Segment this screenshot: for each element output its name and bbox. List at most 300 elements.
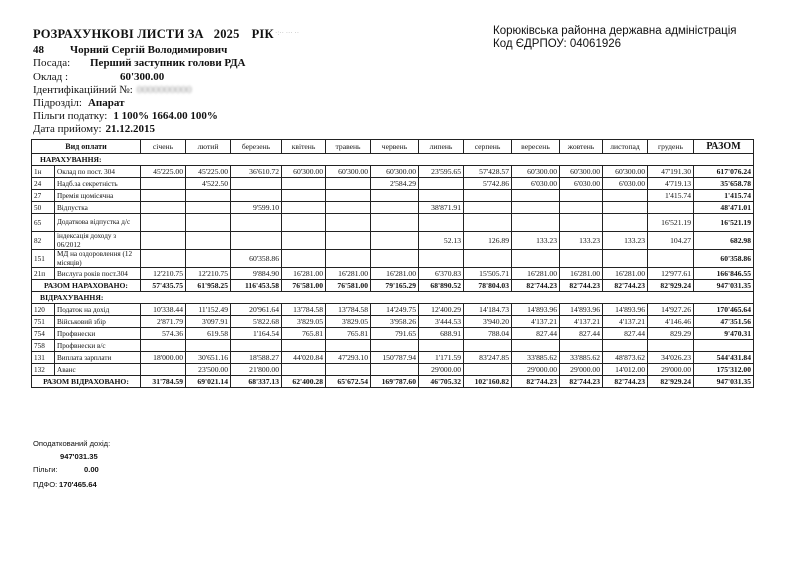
department-line: [33, 97, 124, 109]
table-cell: [282, 232, 326, 250]
table-cell: 60'300.00: [371, 166, 419, 178]
table-cell: [419, 250, 464, 268]
deduction-row: [32, 364, 754, 376]
total-cell: 62'400.28: [282, 376, 326, 388]
table-cell: 16'281.00: [603, 268, 648, 280]
row-name: Оклад по пост. 304: [55, 166, 141, 178]
month-header: серпень: [464, 140, 512, 154]
table-cell: 133.23: [603, 232, 648, 250]
table-cell: [512, 250, 560, 268]
hire-date-line: [33, 123, 155, 135]
table-cell: 12'400.29: [419, 304, 464, 316]
row-code: 151: [32, 250, 55, 268]
position-value: Перший заступник голови РДА: [90, 57, 246, 69]
table-cell: 827.44: [512, 328, 560, 340]
total-cell: 76'581.00: [326, 280, 371, 292]
deduction-section-label: ВІДРАХУВАННЯ:: [32, 292, 754, 304]
table-cell: 29'000.00: [512, 364, 560, 376]
row-code: 27: [32, 190, 55, 202]
table-cell: [603, 202, 648, 214]
deduction-section: [32, 292, 754, 304]
table-cell: [464, 340, 512, 352]
total-cell: 65'672.54: [326, 376, 371, 388]
table-cell: 16'281.00: [282, 268, 326, 280]
table-cell: 765.81: [282, 328, 326, 340]
table-cell: [186, 202, 231, 214]
table-cell: 6'030.00: [603, 178, 648, 190]
hire-date-value: 21.12.2015: [105, 123, 155, 135]
row-name: Виплата зарплати: [55, 352, 141, 364]
table-cell: 1'164.54: [231, 328, 282, 340]
total-cell: 116'453.58: [231, 280, 282, 292]
table-cell: 14'249.75: [371, 304, 419, 316]
table-cell: 44'020.84: [282, 352, 326, 364]
table-cell: [648, 202, 694, 214]
grand-total: 947'031.35: [694, 280, 754, 292]
table-cell: 2'871.79: [141, 316, 186, 328]
table-cell: [464, 250, 512, 268]
table-cell: 4'146.46: [648, 316, 694, 328]
table-cell: [282, 178, 326, 190]
deduction-row: [32, 316, 754, 328]
month-header: квітень: [282, 140, 326, 154]
row-code: 758: [32, 340, 55, 352]
table-cell: [512, 340, 560, 352]
table-cell: 12'210.75: [186, 268, 231, 280]
table-cell: 14'893.96: [512, 304, 560, 316]
table-cell: 3'097.91: [186, 316, 231, 328]
table-cell: 1'171.59: [419, 352, 464, 364]
table-cell: 29'000.00: [648, 364, 694, 376]
pdfo-label: ПДФО:: [33, 480, 58, 489]
row-code: 751: [32, 316, 55, 328]
table-cell: 30'651.16: [186, 352, 231, 364]
department-label: Підрозділ:: [33, 97, 82, 109]
table-cell: [371, 250, 419, 268]
row-total: 35'658.78: [694, 178, 754, 190]
table-cell: 36'610.72: [231, 166, 282, 178]
payroll-table: [31, 139, 754, 388]
row-total: 60'358.86: [694, 250, 754, 268]
table-cell: [371, 340, 419, 352]
department-value: Апарат: [87, 97, 125, 109]
row-code: 754: [32, 328, 55, 340]
table-cell: 18'000.00: [141, 352, 186, 364]
organization-name: Корюківська районна державна адміністрація: [493, 25, 737, 37]
row-total: 166'846.55: [694, 268, 754, 280]
id-line: [33, 84, 192, 96]
row-total: 9'470.31: [694, 328, 754, 340]
total-cell: 31'784.59: [141, 376, 186, 388]
table-cell: 14'893.96: [560, 304, 603, 316]
table-cell: 788.04: [464, 328, 512, 340]
organization-block: [493, 25, 737, 51]
deduction-row: [32, 304, 754, 316]
table-cell: 60'300.00: [560, 166, 603, 178]
accrual-row: [32, 190, 754, 202]
total-cell: 46'705.32: [419, 376, 464, 388]
table-cell: [419, 340, 464, 352]
table-cell: 827.44: [603, 328, 648, 340]
table-cell: [512, 190, 560, 202]
table-body: [32, 154, 754, 388]
table-cell: [141, 202, 186, 214]
accrual-row: [32, 166, 754, 178]
table-cell: [371, 232, 419, 250]
table-cell: 14'012.00: [603, 364, 648, 376]
month-header: вересень: [512, 140, 560, 154]
position-label: Посада:: [33, 57, 71, 69]
table-cell: [371, 364, 419, 376]
table-cell: 4'522.50: [186, 178, 231, 190]
table-cell: [512, 214, 560, 232]
table-cell: [282, 190, 326, 202]
table-cell: [603, 340, 648, 352]
table-cell: [141, 190, 186, 202]
table-cell: [186, 214, 231, 232]
title-year-label: РІК: [251, 27, 274, 41]
month-header: жовтень: [560, 140, 603, 154]
table-cell: 60'358.86: [231, 250, 282, 268]
table-cell: [464, 364, 512, 376]
total-cell: 169'787.60: [371, 376, 419, 388]
row-code: 120: [32, 304, 55, 316]
kind-header: Вид оплати: [32, 140, 141, 154]
salary-label: Оклад :: [33, 71, 69, 83]
table-cell: 3'958.26: [371, 316, 419, 328]
table-cell: [231, 178, 282, 190]
title-text: РОЗРАХУНКОВІ ЛИСТИ ЗА: [33, 27, 204, 41]
row-name: Профвнески в/с: [55, 340, 141, 352]
total-cell: 82'929.24: [648, 280, 694, 292]
deduction-row: [32, 340, 754, 352]
table-cell: 52.13: [419, 232, 464, 250]
table-cell: 14'927.26: [648, 304, 694, 316]
taxable-income-label: Оподаткований дохід:: [33, 439, 111, 448]
table-header-row: [32, 140, 754, 154]
table-cell: 47'293.10: [326, 352, 371, 364]
id-value-redacted: 0000000000: [136, 84, 192, 96]
table-cell: [141, 364, 186, 376]
table-cell: [282, 202, 326, 214]
total-cell: 82'744.23: [560, 376, 603, 388]
salary-value: 60'300.00: [120, 71, 165, 83]
table-cell: [186, 250, 231, 268]
month-header: березень: [231, 140, 282, 154]
table-cell: 16'281.00: [560, 268, 603, 280]
table-cell: 33'885.62: [560, 352, 603, 364]
tab-number: 48: [33, 44, 44, 56]
table-cell: 57'428.57: [464, 166, 512, 178]
row-code: 1н: [32, 166, 55, 178]
table-cell: [603, 190, 648, 202]
position-line: [33, 57, 246, 69]
hire-date-label: Дата прийому:: [33, 123, 102, 135]
table-cell: 14'184.73: [464, 304, 512, 316]
table-cell: 574.36: [141, 328, 186, 340]
table-cell: 12'210.75: [141, 268, 186, 280]
table-cell: 23'595.65: [419, 166, 464, 178]
table-cell: 9'884.90: [231, 268, 282, 280]
table-cell: 18'588.27: [231, 352, 282, 364]
table-cell: [282, 214, 326, 232]
table-cell: 4'719.13: [648, 178, 694, 190]
row-name: Надб.за секретність: [55, 178, 141, 190]
accrual-row: [32, 268, 754, 280]
row-code: 24: [32, 178, 55, 190]
row-name: Профвнески: [55, 328, 141, 340]
document-title: [33, 27, 274, 42]
table-cell: [231, 214, 282, 232]
total-cell: 61'958.25: [186, 280, 231, 292]
deduction-total-row-label: РАЗОМ ВІДРАХОВАНО:: [32, 376, 141, 388]
table-cell: [603, 214, 648, 232]
table-cell: 3'829.05: [326, 316, 371, 328]
row-total: 682.98: [694, 232, 754, 250]
total-cell: 82'744.23: [603, 280, 648, 292]
table-cell: 6'370.83: [419, 268, 464, 280]
row-total: [694, 340, 754, 352]
total-cell: 82'744.23: [512, 376, 560, 388]
accrual-row: [32, 250, 754, 268]
employee-line: [33, 44, 228, 56]
row-code: 65: [32, 214, 55, 232]
month-header: листопад: [603, 140, 648, 154]
table-cell: 3'444.53: [419, 316, 464, 328]
table-cell: 9'599.10: [231, 202, 282, 214]
benefits-label: Пільги:: [33, 465, 58, 474]
table-cell: [560, 214, 603, 232]
table-cell: [560, 202, 603, 214]
table-cell: [419, 214, 464, 232]
tax-benefit-label: Пільги податку:: [33, 110, 108, 122]
table-cell: 13'784.58: [282, 304, 326, 316]
total-cell: 76'581.00: [282, 280, 326, 292]
row-total: 47'351.56: [694, 316, 754, 328]
table-cell: 60'300.00: [603, 166, 648, 178]
table-cell: 47'191.30: [648, 166, 694, 178]
accrual-row: [32, 178, 754, 190]
total-cell: 68'337.13: [231, 376, 282, 388]
accrual-section-label: НАРАХУВАННЯ:: [32, 154, 754, 166]
table-cell: [186, 232, 231, 250]
accrual-section: [32, 154, 754, 166]
taxable-income-value: 947'031.35: [60, 452, 98, 461]
table-cell: 126.89: [464, 232, 512, 250]
row-name: Премія щомісячна: [55, 190, 141, 202]
table-cell: [231, 232, 282, 250]
table-cell: [371, 202, 419, 214]
deduction-total-row: [32, 376, 754, 388]
table-cell: [371, 214, 419, 232]
table-cell: [282, 364, 326, 376]
table-cell: [326, 232, 371, 250]
table-cell: 38'871.91: [419, 202, 464, 214]
table-cell: 765.81: [326, 328, 371, 340]
table-cell: [231, 190, 282, 202]
row-code: 21п: [32, 268, 55, 280]
accrual-row: [32, 202, 754, 214]
table-cell: 10'338.44: [141, 304, 186, 316]
table-cell: [464, 214, 512, 232]
month-header: червень: [371, 140, 419, 154]
row-code: 50: [32, 202, 55, 214]
total-cell: 68'890.52: [419, 280, 464, 292]
table-cell: 133.23: [560, 232, 603, 250]
row-code: 82: [32, 232, 55, 250]
table-cell: [141, 250, 186, 268]
table-cell: 20'961.64: [231, 304, 282, 316]
table-cell: 619.58: [186, 328, 231, 340]
grand-total: 947'031.35: [694, 376, 754, 388]
table-cell: 104.27: [648, 232, 694, 250]
row-code: 131: [32, 352, 55, 364]
row-total: 1'415.74: [694, 190, 754, 202]
table-cell: [326, 364, 371, 376]
table-cell: [141, 340, 186, 352]
organization-code: Код ЄДРПОУ: 04061926: [493, 38, 622, 50]
table-cell: 6'030.00: [560, 178, 603, 190]
table-cell: [326, 250, 371, 268]
total-cell: 82'744.23: [512, 280, 560, 292]
month-header: травень: [326, 140, 371, 154]
table-cell: 16'521.19: [648, 214, 694, 232]
table-cell: [282, 340, 326, 352]
row-total: 175'312.00: [694, 364, 754, 376]
month-header: липень: [419, 140, 464, 154]
table-cell: 33'885.62: [512, 352, 560, 364]
table-cell: 4'137.21: [512, 316, 560, 328]
month-header: січень: [141, 140, 186, 154]
table-cell: [464, 202, 512, 214]
row-total: 48'471.01: [694, 202, 754, 214]
table-cell: [603, 250, 648, 268]
table-cell: [560, 190, 603, 202]
table-cell: 83'247.85: [464, 352, 512, 364]
table-cell: 827.44: [560, 328, 603, 340]
table-cell: [326, 214, 371, 232]
table-cell: 5'742.86: [464, 178, 512, 190]
table-cell: 4'137.21: [560, 316, 603, 328]
benefits-value: 0.00: [84, 465, 99, 474]
accrual-row: [32, 214, 754, 232]
total-header: РАЗОМ: [694, 140, 754, 154]
table-cell: [326, 202, 371, 214]
table-cell: 23'500.00: [186, 364, 231, 376]
table-cell: 150'787.94: [371, 352, 419, 364]
table-cell: 60'300.00: [512, 166, 560, 178]
row-name: Податок на дохід: [55, 304, 141, 316]
table-cell: [186, 340, 231, 352]
table-cell: [648, 250, 694, 268]
table-cell: [326, 340, 371, 352]
table-cell: 2'584.29: [371, 178, 419, 190]
table-cell: [141, 178, 186, 190]
table-cell: 5'822.68: [231, 316, 282, 328]
total-cell: 79'165.29: [371, 280, 419, 292]
table-cell: 11'152.49: [186, 304, 231, 316]
table-cell: 791.65: [371, 328, 419, 340]
table-cell: 34'026.23: [648, 352, 694, 364]
table-cell: [419, 178, 464, 190]
table-cell: 133.23: [512, 232, 560, 250]
table-cell: 16'281.00: [326, 268, 371, 280]
deduction-row: [32, 352, 754, 364]
table-cell: 45'225.00: [141, 166, 186, 178]
tax-benefit-line: [33, 110, 218, 122]
row-total: 544'431.84: [694, 352, 754, 364]
table-cell: [231, 340, 282, 352]
id-label: Ідентифікаційний №:: [33, 84, 133, 96]
table-cell: 60'300.00: [282, 166, 326, 178]
accrual-row: [32, 232, 754, 250]
row-total: 170'465.64: [694, 304, 754, 316]
employee-name: Чорний Сергій Володимирович: [70, 44, 228, 56]
table-cell: 21'800.00: [231, 364, 282, 376]
row-name: Додаткова відпустка д/с: [55, 214, 141, 232]
table-cell: 60'300.00: [326, 166, 371, 178]
table-cell: [282, 250, 326, 268]
table-cell: 48'873.62: [603, 352, 648, 364]
month-header: грудень: [648, 140, 694, 154]
table-cell: 1'415.74: [648, 190, 694, 202]
row-name: Аванс: [55, 364, 141, 376]
table-cell: [186, 190, 231, 202]
table-cell: [141, 214, 186, 232]
total-cell: 82'929.24: [648, 376, 694, 388]
row-name: МД на оздоровлення (12 місяців): [55, 250, 141, 268]
table-cell: 4'137.21: [603, 316, 648, 328]
table-cell: 3'940.20: [464, 316, 512, 328]
table-cell: 688.91: [419, 328, 464, 340]
row-name: індексація доходу з 06/2012: [55, 232, 141, 250]
table-cell: [648, 340, 694, 352]
table-cell: 15'505.71: [464, 268, 512, 280]
table-cell: 3'829.05: [282, 316, 326, 328]
row-total: 617'076.24: [694, 166, 754, 178]
table-cell: 12'977.61: [648, 268, 694, 280]
table-cell: 29'000.00: [419, 364, 464, 376]
row-total: 16'521.19: [694, 214, 754, 232]
table-cell: 14'893.96: [603, 304, 648, 316]
total-cell: 69'021.14: [186, 376, 231, 388]
table-cell: 16'281.00: [512, 268, 560, 280]
table-cell: [326, 178, 371, 190]
table-cell: [560, 340, 603, 352]
table-cell: 16'281.00: [371, 268, 419, 280]
row-name: Військовий збір: [55, 316, 141, 328]
table-cell: 45'225.00: [186, 166, 231, 178]
table-cell: [464, 190, 512, 202]
table-cell: 29'000.00: [560, 364, 603, 376]
table-cell: [371, 190, 419, 202]
table-cell: 13'784.58: [326, 304, 371, 316]
table-cell: 829.29: [648, 328, 694, 340]
total-cell: 102'160.82: [464, 376, 512, 388]
table-cell: [512, 202, 560, 214]
pdfo-value: 170'465.64: [59, 480, 97, 489]
total-cell: 78'804.03: [464, 280, 512, 292]
accrual-total-row-label: РАЗОМ НАРАХОВАНО:: [32, 280, 141, 292]
table-cell: [141, 232, 186, 250]
deduction-row: [32, 328, 754, 340]
row-code: 132: [32, 364, 55, 376]
table-cell: 6'030.00: [512, 178, 560, 190]
scan-smudge: ·:·· ··· ··: [275, 29, 300, 37]
total-cell: 82'744.23: [603, 376, 648, 388]
table-cell: [419, 190, 464, 202]
salary-line: [33, 71, 165, 83]
